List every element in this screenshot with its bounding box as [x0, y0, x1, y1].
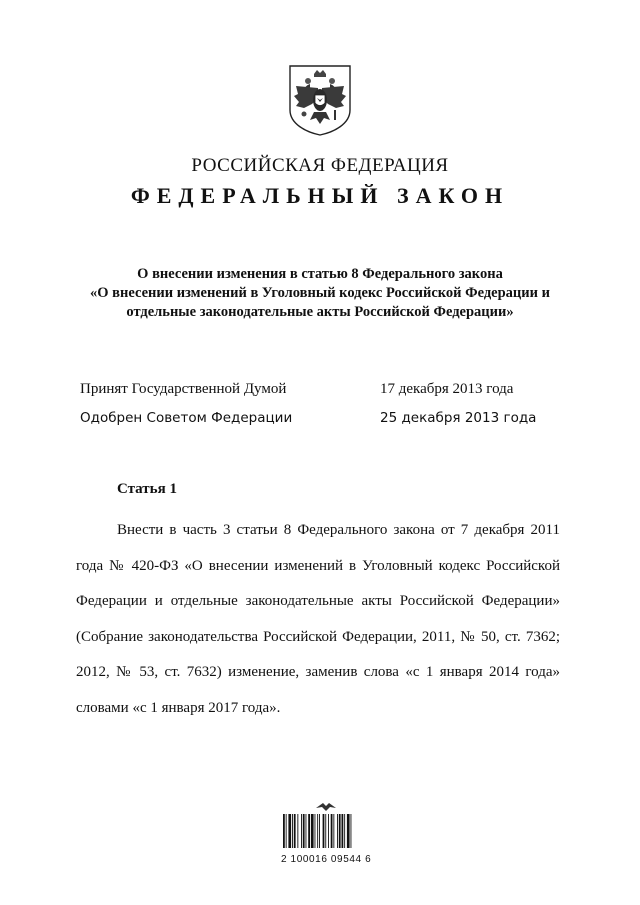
- barcode-bar: [325, 814, 326, 848]
- barcode-bar: [311, 814, 314, 848]
- country-name: РОССИЙСКАЯ ФЕДЕРАЦИЯ: [191, 155, 449, 176]
- adoption-date: 25 декабря 2013 года: [380, 410, 537, 426]
- barcode-bar: [323, 814, 325, 848]
- barcode-bar: [308, 814, 310, 848]
- barcode-bar: [344, 814, 345, 848]
- barcode-bar: [328, 814, 329, 848]
- adoption-label: Принят Государственной Думой: [80, 381, 287, 397]
- law-type-heading: ФЕДЕРАЛЬНЫЙ ЗАКОН: [130, 183, 510, 208]
- adoption-row-duma: [80, 381, 514, 398]
- coat-of-arms-icon: [288, 64, 352, 136]
- law-title-line-2: «О внесении изменений в Уголовный кодекс Российской Федерации и: [90, 285, 550, 301]
- barcode-bar: [337, 814, 338, 848]
- law-title: [60, 265, 580, 322]
- barcode-bar: [333, 814, 334, 848]
- barcode-block: [281, 800, 371, 865]
- barcode: [281, 814, 371, 848]
- barcode-number: 2 100016 09544 6: [281, 854, 372, 865]
- law-title-line-3: отдельные законодательные акты Российской Федерации»: [126, 304, 514, 320]
- barcode-bar: [351, 814, 352, 848]
- barcode-bar: [342, 814, 344, 848]
- law-title-line-1: О внесении изменения в статью 8 Федерального закона: [137, 266, 503, 282]
- barcode-bar: [306, 814, 307, 848]
- barcode-bar: [286, 814, 287, 848]
- barcode-bar: [297, 814, 298, 848]
- barcode-bar: [317, 814, 318, 848]
- article-body: Внести в часть 3 статьи 8 Федерального закона от 7 декабря 2011 года № 420-ФЗ «О внесении изменений в Уголовный кодекс Российской Федерации и отдельные законодательные акты Российской Федерации» (Собрание законодательства Российской Федерации, 2011, № 50, ст. 7362; 2012, № 53, ст. 7632) изменение, заменив слова «с 1 января 2014 года» словами «с 1 января 2017 года».: [76, 522, 560, 716]
- adoption-date: 17 декабря 2013 года: [380, 381, 514, 397]
- barcode-bar: [292, 814, 293, 848]
- barcode-bar: [294, 814, 296, 848]
- barcode-bar: [319, 814, 320, 848]
- barcode-bar: [303, 814, 305, 848]
- barcode-bar: [283, 814, 285, 848]
- barcode-bar: [347, 814, 350, 848]
- barcode-bar: [301, 814, 302, 848]
- adoption-label: Одобрен Советом Федерации: [80, 410, 293, 426]
- article-heading: Статья 1: [117, 481, 177, 497]
- adoption-row-council: [80, 410, 537, 426]
- barcode-bar: [288, 814, 291, 848]
- barcode-bar: [315, 814, 316, 848]
- barcode-bar: [331, 814, 333, 848]
- barcode-bar: [339, 814, 341, 848]
- eagle-logo-icon: [315, 800, 337, 812]
